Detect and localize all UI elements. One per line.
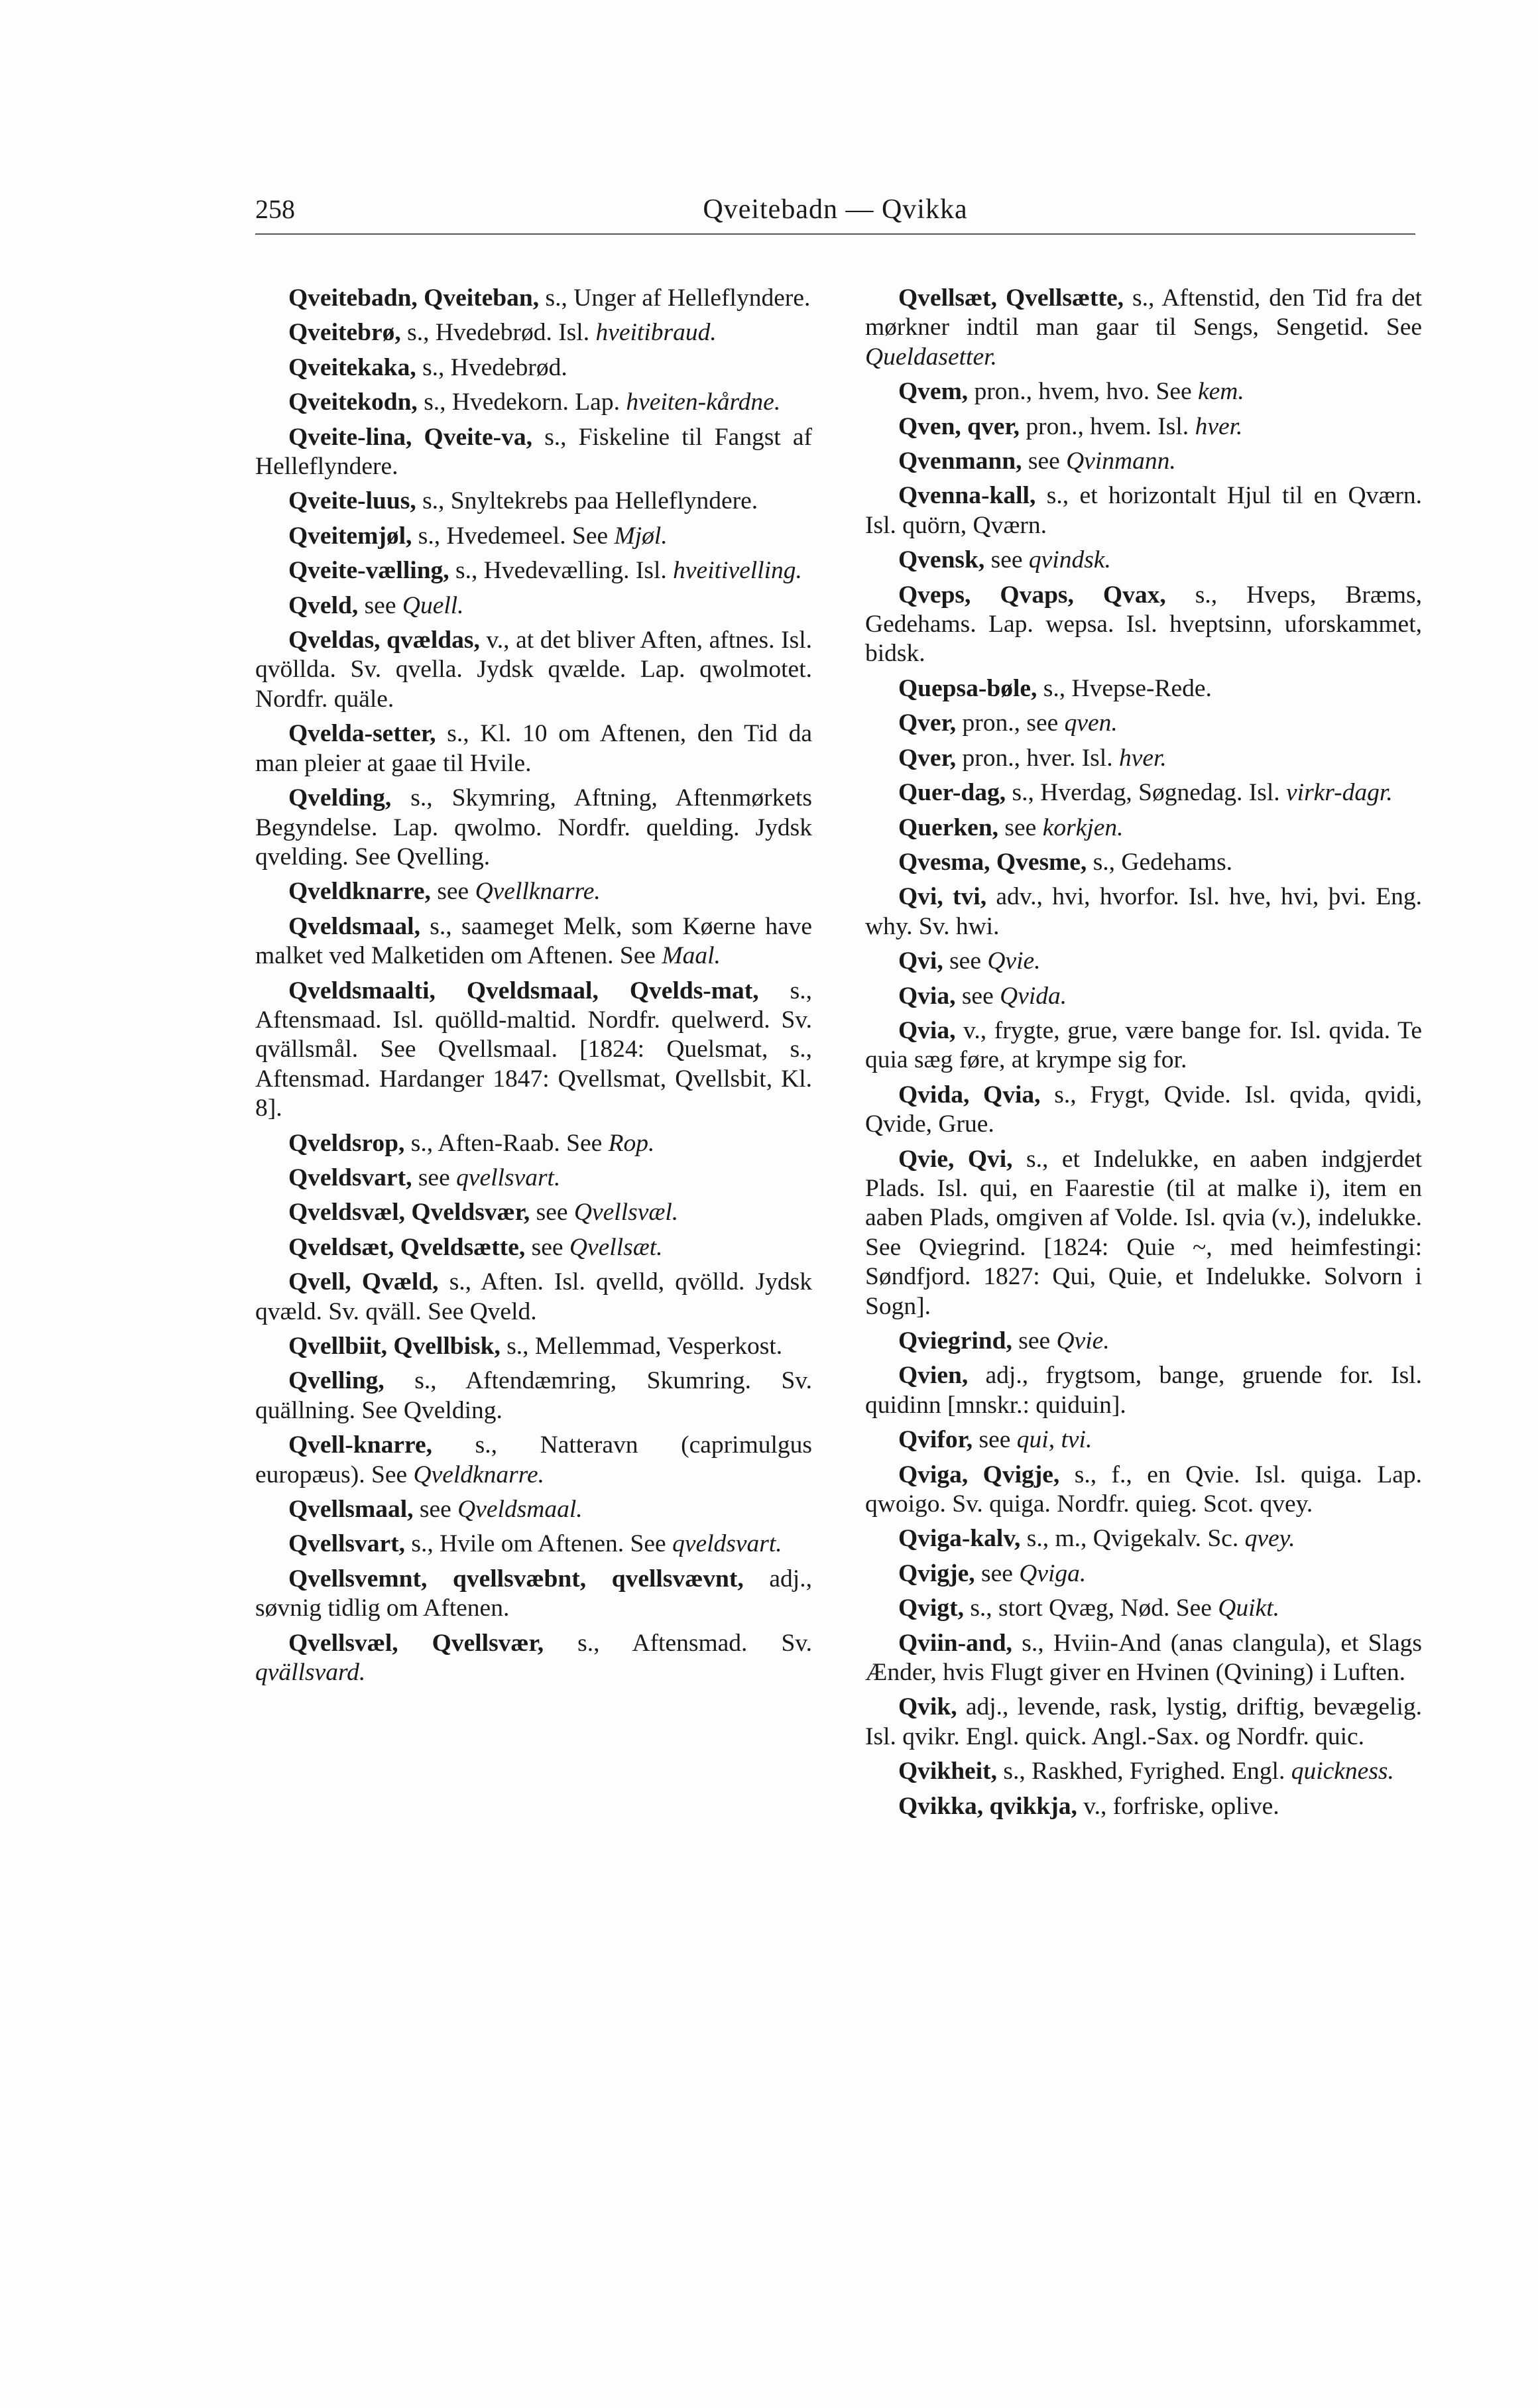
left-column (255, 284, 812, 1693)
dictionary-entry (255, 591, 812, 621)
entry-definition: v., forfriske, oplive. (1077, 1792, 1279, 1820)
entry-reference: hveitibraud. (595, 319, 717, 347)
dictionary-entry (255, 1495, 812, 1524)
entry-headword: Qviga-kalv, (898, 1525, 1021, 1553)
entry-headword: Qvesma, Qvesme, (898, 848, 1087, 876)
entry-reference: Qveldknarre. (413, 1461, 544, 1488)
entry-reference: qvellsvart. (456, 1164, 561, 1191)
dictionary-entry (865, 284, 1422, 372)
entry-reference: qvey. (1244, 1525, 1295, 1553)
entry-definition: s., Fiskeline til Fangst af Helleflyndere. (255, 423, 812, 481)
dictionary-entry (255, 1565, 812, 1624)
entry-reference: Qviga. (1019, 1559, 1087, 1587)
entry-headword: Qver, (898, 744, 957, 772)
entry-reference: Qvellknarre. (475, 878, 601, 906)
entry-definition: s., Aften-Raab. See (404, 1129, 609, 1157)
entry-headword: Qvellsvart, (288, 1530, 406, 1558)
entry-reference: kem. (1198, 378, 1244, 406)
entry-reference: Qvie. (1056, 1327, 1110, 1354)
dictionary-entry (865, 1524, 1422, 1553)
dictionary-entry (865, 744, 1422, 773)
entry-headword: Qveps, Qvaps, Qvax, (898, 581, 1166, 609)
entry-reference: Qvinmann. (1066, 448, 1176, 475)
dictionary-entry (865, 674, 1422, 703)
dictionary-entry (865, 1594, 1422, 1623)
entry-headword: Qvell-knarre, (288, 1431, 432, 1459)
entry-reference: Qvie. (987, 947, 1041, 975)
entry-definition: s., Snyltekrebs paa Helleflyndere. (416, 487, 758, 515)
entry-headword: Qveite-luus, (288, 487, 416, 515)
entry-reference: Queldasetter. (865, 343, 997, 371)
page-header (255, 194, 1415, 235)
entry-headword: Qvellsmaal, (288, 1496, 414, 1524)
entry-definition: s., Gedehams. (1087, 848, 1233, 876)
entry-headword: Qvifor, (898, 1426, 973, 1454)
entry-headword: Qvikka, qvikkja, (898, 1792, 1077, 1820)
entry-definition: v., at det bliver Aften, aftnes. Isl. qvöllda. Sv. qvella. Jydsk qvælde. Lap. qwolmotet. Nordfr. quäle. (255, 627, 812, 713)
entry-definition: s., Natteravn (caprimulgus europæus). See (255, 1431, 812, 1488)
entry-headword: Qvensk, (898, 546, 985, 574)
entry-headword: Qvelding, (288, 784, 392, 812)
entry-definition: see (413, 1496, 458, 1524)
dictionary-entry (865, 982, 1422, 1011)
dictionary-entry (865, 1361, 1422, 1420)
dictionary-entry (865, 447, 1422, 476)
entry-definition: s., Hverdag, Søgnedag. Isl. (1006, 779, 1286, 807)
entry-definition: adj., levende, rask, lystig, driftig, bevægelig. Isl. qvikr. Engl. quick. Angl.-Sax. og Nordfr. quic. (865, 1693, 1422, 1750)
entry-headword: Qvellbiit, Qvellbisk, (288, 1333, 501, 1360)
entry-definition: s., Skymring, Aftning, Aftenmørkets Begyndelse. Lap. qwolmo. Nordfr. quelding. Jydsk qvelding. See Qvelling. (255, 784, 812, 871)
entry-definition: s., Unger af Helleflyndere. (539, 284, 811, 312)
entry-reference: qveldsvart. (672, 1530, 782, 1558)
dictionary-entry (865, 581, 1422, 669)
entry-reference: Qvellsvæl. (573, 1199, 679, 1227)
entry-headword: Qveldsmaal, (288, 912, 420, 940)
dictionary-entry (865, 412, 1422, 442)
entry-reference: Qveldsmaal. (457, 1496, 583, 1524)
entry-headword: Qvelling, (288, 1367, 384, 1395)
entry-headword: Qveitekaka, (288, 353, 416, 381)
dictionary-entry (255, 877, 812, 906)
dictionary-entry (255, 388, 812, 417)
entry-definition: see (358, 591, 402, 619)
dictionary-entry (255, 556, 812, 585)
dictionary-entry (865, 1016, 1422, 1075)
entry-reference: korkjen. (1042, 813, 1124, 841)
entry-definition: see (943, 947, 988, 975)
entry-headword: Qven, qver, (898, 412, 1020, 440)
entry-headword: Qvien, (898, 1362, 969, 1390)
entry-reference: hveiten-kårdne. (626, 389, 781, 416)
dictionary-entry (865, 813, 1422, 843)
entry-headword: Querken, (898, 813, 999, 841)
entry-definition: s., f., en Qvie. Isl. quiga. Lap. qwoigo. Sv. quiga. Nordfr. quieg. Scot. qvey. (865, 1461, 1423, 1518)
entry-definition: see (984, 546, 1029, 574)
dictionary-entry (255, 318, 812, 347)
entry-reference: hver. (1118, 744, 1167, 772)
dictionary-entry (865, 709, 1422, 738)
entry-reference: Qvida. (1000, 982, 1067, 1010)
entry-definition: s., Hvedemeel. See (412, 522, 615, 550)
dictionary-entry (865, 1629, 1422, 1688)
dictionary-entry (255, 1268, 812, 1327)
entry-headword: Qvia, (898, 1016, 956, 1044)
entry-reference: qven. (1064, 709, 1118, 737)
entry-headword: Qveld, (288, 591, 359, 619)
entry-headword: Qveitebrø, (288, 319, 401, 347)
dictionary-entry (255, 522, 812, 551)
entry-definition: pron., hvem, hvo. See (968, 378, 1199, 406)
dictionary-entry (865, 1425, 1422, 1455)
entry-headword: Quepsa-bøle, (898, 674, 1037, 702)
entry-definition: see (412, 1164, 457, 1191)
entry-definition: s., Hviin-And (anas clangula), et Slags Ænder, hvis Flugt giver en Hvinen (Qvining) i Luften. (865, 1629, 1422, 1687)
entry-definition: s., Kl. 10 om Aftenen, den Tid da man pleier at gaae til Hvile. (255, 720, 812, 777)
dictionary-entry (255, 1431, 812, 1490)
page-number: 258 (255, 194, 295, 224)
entry-definition: see (998, 813, 1043, 841)
dictionary-entry (865, 1461, 1422, 1520)
entry-reference: quickness. (1291, 1758, 1394, 1785)
entry-definition: s., Frygt, Qvide. Isl. qvida, qvidi, Qvide, Grue. (865, 1081, 1423, 1138)
entry-headword: Qveldsvart, (288, 1164, 412, 1191)
entry-headword: Qvenna-kall, (898, 482, 1036, 510)
dictionary-entry (255, 977, 812, 1124)
entry-headword: Qvikheit, (898, 1758, 997, 1785)
entry-headword: Quer-dag, (898, 779, 1006, 807)
entry-reference: hver. (1195, 412, 1243, 440)
entry-headword: Qvie, Qvi, (898, 1145, 1013, 1173)
entry-headword: Qveldas, qvældas, (288, 627, 480, 654)
entry-reference: Rop. (608, 1129, 655, 1157)
entry-headword: Qviga, Qvigje, (898, 1461, 1060, 1488)
dictionary-entry (255, 912, 812, 971)
entry-headword: Qveldknarre, (288, 878, 431, 906)
dictionary-entry (255, 1164, 812, 1193)
entry-definition: adj., søvnig tidlig om Aftenen. (255, 1565, 812, 1622)
dictionary-entry (255, 1366, 812, 1425)
entry-definition: s., Hvedebrød. (416, 353, 567, 381)
dictionary-entry (865, 1145, 1422, 1321)
entry-definition: s., et horizontalt Hjul til en Qværn. Isl. quörn, Qværn. (865, 482, 1422, 539)
entry-reference: Quell. (402, 591, 464, 619)
entry-definition: s., stort Qvæg, Nød. See (963, 1595, 1218, 1622)
entry-headword: Qvellsæt, Qvellsætte, (898, 284, 1124, 312)
entry-definition: see (430, 878, 475, 906)
entry-definition: see (1022, 448, 1067, 475)
entry-headword: Qveite-lina, Qveite-va, (288, 423, 533, 451)
dictionary-entry (865, 377, 1422, 406)
entry-definition: s., Aftenstid, den Tid fra det mørkner indtil man gaar til Sengs, Sengetid. See (865, 284, 1422, 341)
entry-headword: Qvi, tvi, (898, 883, 987, 911)
entry-headword: Qvigt, (898, 1595, 964, 1622)
entry-reference: Mjøl. (614, 522, 668, 550)
dictionary-entry (865, 947, 1422, 976)
dictionary-entry (255, 626, 812, 714)
dictionary-entry (865, 1327, 1422, 1356)
entry-definition: see (1012, 1327, 1057, 1354)
entry-definition: pron., hvem. Isl. (1020, 412, 1195, 440)
dictionary-entry (255, 1629, 812, 1688)
dictionary-entry (865, 1792, 1422, 1821)
entry-headword: Qvida, Qvia, (898, 1081, 1041, 1109)
dictionary-entry (255, 719, 812, 778)
entry-headword: Qvellsvæl, Qvellsvær, (288, 1629, 544, 1657)
entry-definition: s., saameget Melk, som Køerne have malket ved Malketiden om Aftenen. See (255, 912, 812, 970)
dictionary-entry (255, 1198, 812, 1227)
right-column (865, 284, 1422, 1827)
entry-headword: Qveldsvæl, Qveldsvær, (288, 1199, 530, 1227)
entry-definition: s., m., Qvigekalv. Sc. (1020, 1525, 1245, 1553)
dictionary-entry (865, 1559, 1422, 1589)
entry-definition: s., Hvepse-Rede. (1037, 674, 1212, 702)
dictionary-entry (865, 882, 1422, 941)
running-head: Qveitebadn — Qvikka (703, 194, 968, 225)
dictionary-entry (865, 1693, 1422, 1752)
dictionary-entry (865, 848, 1422, 877)
dictionary-entry (865, 1081, 1422, 1140)
entry-reference: Qvellsæt. (569, 1233, 663, 1261)
dictionary-entry (865, 1757, 1422, 1786)
entry-definition: s., Aftendæmring, Skumring. Sv. quällning. See Qvelding. (255, 1367, 812, 1424)
entry-reference: hveitivelling. (673, 557, 802, 585)
dictionary-entry (255, 1332, 812, 1361)
entry-headword: Qver, (898, 709, 957, 737)
entry-definition: s., Hvile om Aftenen. See (405, 1530, 673, 1558)
entry-definition: see (525, 1233, 569, 1261)
entry-headword: Qveldsmaalti, Qveldsmaal, Qvelds-mat, (288, 977, 759, 1004)
entry-definition: s., Hvedekorn. Lap. (417, 389, 626, 416)
entry-headword: Qvik, (898, 1693, 957, 1721)
entry-definition: pron., hver. Isl. (956, 744, 1119, 772)
entry-headword: Qvigje, (898, 1559, 975, 1587)
dictionary-entry (255, 1129, 812, 1158)
entry-headword: Qvell, Qvæld, (288, 1268, 439, 1296)
entry-reference: Maal. (662, 942, 721, 970)
entry-reference: Quikt. (1218, 1595, 1279, 1622)
entry-headword: Qveitebadn, Qveiteban, (288, 284, 540, 312)
entry-definition: see (975, 1559, 1020, 1587)
dictionary-entry (865, 546, 1422, 575)
entry-definition: see (973, 1426, 1017, 1454)
entry-definition: s., Aftensmaad. Isl. quölld-maltid. Nordfr. quelwerd. Sv. qvällsmål. See Qvellsmaal. [1824: Quelsmat, s., Aftensmad. Hardanger 1847: Qvellsmat, Qvellsbit, Kl. 8]. (255, 977, 812, 1122)
entry-headword: Qvellsvemnt, qvellsvæbnt, qvellsvævnt, (288, 1565, 744, 1593)
dictionary-entry (255, 423, 812, 482)
entry-headword: Qvi, (898, 947, 943, 975)
dictionary-entry (255, 1530, 812, 1559)
entry-headword: Qveitemjøl, (288, 522, 412, 550)
entry-reference: virkr-dagr. (1286, 779, 1393, 807)
entry-reference: qui, tvi. (1016, 1426, 1093, 1454)
entry-definition: s., Hvedevælling. Isl. (449, 557, 674, 585)
entry-headword: Qveldsæt, Qveldsætte, (288, 1233, 526, 1261)
entry-reference: qvindsk. (1028, 546, 1111, 574)
dictionary-entry (255, 284, 812, 313)
entry-definition: s., Aften. Isl. qvelld, qvölld. Jydsk qvæld. Sv. qväll. See Qveld. (255, 1268, 812, 1325)
entry-definition: pron., see (956, 709, 1065, 737)
entry-headword: Qvelda-setter, (288, 720, 436, 748)
entry-reference: qvällsvard. (255, 1659, 366, 1687)
entry-headword: Qvenmann, (898, 448, 1022, 475)
dictionary-entry (255, 487, 812, 516)
entry-definition: see (955, 982, 1000, 1010)
entry-headword: Qviegrind, (898, 1327, 1012, 1354)
dictionary-entry (865, 481, 1422, 540)
entry-definition: adj., frygtsom, bange, gruende for. Isl. quidinn [mnskr.: quiduin]. (865, 1362, 1422, 1419)
entry-headword: Qvia, (898, 982, 956, 1010)
entry-headword: Qviin-and, (898, 1629, 1012, 1657)
dictionary-entry (865, 778, 1422, 808)
entry-definition: v., frygte, grue, være bange for. Isl. qvida. Te quia sæg føre, at krympe sig for. (865, 1016, 1422, 1074)
entry-headword: Qveite-vælling, (288, 557, 449, 585)
entry-headword: Qveldsrop, (288, 1129, 405, 1157)
entry-definition: s., Hvedebrød. Isl. (400, 319, 596, 347)
entry-definition: adv., hvi, hvorfor. Isl. hve, hvi, þvi. Eng. why. Sv. hwi. (865, 883, 1422, 940)
entry-headword: Qvem, (898, 378, 969, 406)
dictionary-entry (255, 1233, 812, 1262)
dictionary-entry (255, 784, 812, 872)
entry-definition: s., Aftensmad. Sv. (544, 1629, 813, 1657)
entry-definition: s., Mellemmad, Vesperkost. (500, 1333, 783, 1360)
entry-definition: see (530, 1199, 574, 1227)
entry-definition: s., Raskhed, Fyrighed. Engl. (996, 1758, 1291, 1785)
entry-definition: s., Hveps, Bræms, Gedehams. Lap. wepsa. Isl. hveptsinn, uforskammet, bidsk. (865, 581, 1422, 668)
entry-definition: s., et Indelukke, en aaben indgjerdet Plads. Isl. qui, en Faarestie (til at malke i), item en aaben Plads, omgiven af Volde. Isl. qvia (v.), indelukke. See Qviegrind. [1824: Quie ~, med heimfestingi: Søndfjord. 1827: Qui, Quie, et Indelukke. Solvorn i Sogn]. (865, 1145, 1422, 1320)
dictionary-entry (255, 353, 812, 383)
entry-headword: Qveitekodn, (288, 389, 418, 416)
